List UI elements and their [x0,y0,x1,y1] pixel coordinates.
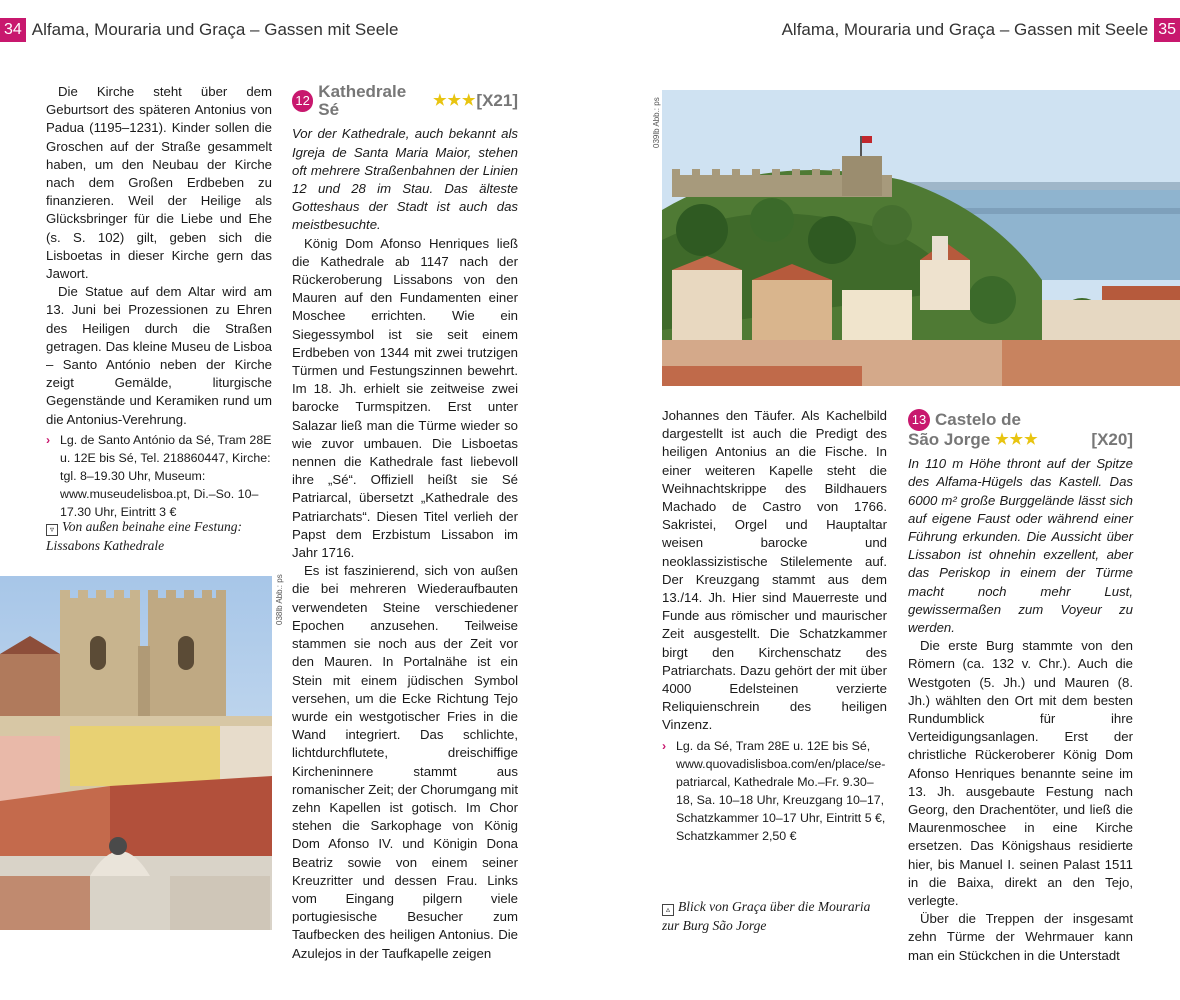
castle-illustration [662,90,1180,386]
map-grid-ref: [X21] [476,91,518,111]
paragraph: Die erste Burg stammte von den Römern (ca. 132 v. Chr.). Auch die Westgoten (5. Jh.) und Mauren (8. Jh.) wählten den Ort mit dem besten Rundumblick für ihre Verteidigungsanlagen. Erst der christliche Rückeroberer König Dom Afonso Henriques benannte seine im 13. Jh. ausgebaute Festung nach Georg, den Drachentöter, und ließ die Maurenmoschee in eine Kirche ersetzen. Das Königshaus residierte hier, bis Manuel I. seinen Palast 1511 in die Baixa, direkt an den Tejo, verlegte. [908,638,1133,909]
arrow-icon: › [46,432,51,447]
section-number-badge: 12 [292,90,313,112]
photo-caption: ▵ Blick von Graça über die Mouraria zur Burg São Jorge [662,899,871,933]
right-column-2 [908,409,1133,965]
rating-stars: ★★★ [995,431,1039,448]
cathedral-photo [0,576,272,930]
page-number: 34 [0,18,26,42]
caption-arrow-icon: ▿ [46,524,58,536]
lead-paragraph: Vor der Kathedrale, auch bekannt als Igreja de Santa Maria Maior, stehen oft mehrere Straßenbahnen der Linien 12 und 28 im Stau. Das älteste Gotteshaus der Stadt ist auch das meistbesuchte. [292,126,518,233]
right-page [590,0,1180,1000]
section-title-line1: Castelo de [935,409,1021,429]
paragraph: Über die Treppen der insgesamt zehn Türme der Wehrmauer kann man ein Stückchen in die Unterstadt [908,911,1133,963]
running-title: Alfama, Mouraria und Graça – Gassen mit Seele [781,20,1149,39]
page-number: 35 [1154,18,1180,42]
arrow-icon: › [662,738,667,753]
photo-credit: 039lb Abb.: ps [652,97,661,148]
right-column-1 [662,407,887,845]
info-block [46,431,272,521]
section-title-line2: São Jorge [908,430,991,449]
paragraph: Die Kirche steht über dem Geburtsort des späteren Antonius von Padua (1195–1231). Kinder sollen die Groschen auf der Straße gesammelt haben, um den Neubau der Kirche nach dem Großen Erdbeben zu finanzieren. Weil der Heilige als Glücksbringer für die Liebe und Ehe (s. S. 102) gilt, geben sich die Lisboetas in dieser Kirche gern das Jawort. [46,84,272,282]
left-column-1 [46,83,272,521]
paragraph: Es ist faszinierend, sich von außen die bei mehreren Wiederaufbauten verwendeten Steine verschiedener Epochen anzusehen. Teilweise stammen sie noch aus der Zeit vor den Mauren. In Portalnähe ist ein Stein mit einem jüdischen Symbol versehen, um die Ecke Richtung Tejo wurde ein westgotischer Fries in die Wand integriert. Das schlichte, lichtdurchflutete, dreischiffige Kircheninnere stammt aus romanischer Zeit; der Chorumgang mit zehn Kapellen ist gotisch. Im Chor stehen die Sarkophage von König Dom Afonso IV. und Königin Dona Beatriz sowie von einem seiner Kreuzritter und dessen Frau. Links vom Eingang pilgern viele portugiesische Besucher zum Taufbecken des heiligen Antonius. Die Azulejos in der Taufkapelle zeigen [292,563,518,961]
left-header [0,16,398,44]
paragraph: Johannes den Täufer. Als Kachelbild dargestellt ist auch die Predigt des heiligen Antonius an die Fische. In einer weiteren Kapelle steht die Weihnachtskrippe des Bildhauers Machado de Castro von 1766. Sakristei, Orgel und Hauptaltar weisen barocke und neoklassizistische Stilelemente auf. Der Kreuzgang stammt aus dem 13./14. Jh. Hier sind Mauerreste und Funde aus römischer und maurischer Zeit ausgestellt. Die Schatzkammer birgt den Kirchenschatz des Patriarchats. Dazu gehört der mit über 4000 Edelsteinen verzierte Reliquienschrein des heiligen Vinzenz. [662,408,887,733]
map-grid-ref: [X20] [1091,430,1133,449]
section-heading [908,409,1133,449]
running-title: Alfama, Mouraria und Graça – Gassen mit Seele [31,20,399,39]
castle-photo [662,90,1180,386]
caption-arrow-icon: ▵ [662,904,674,916]
paragraph: König Dom Afonso Henriques ließ die Kathedrale ab 1147 nach der Rückeroberung Lissabons von den Mauren auf den Fundamenten einer Moschee errichten. Wie ein Siegessymbol ist sie seit einem Erdbeben von 1344 mit zwei trutzigen Türmen und Festungszinnen bewehrt. Im 18. Jh. erhielt sie zeitweise zwei barocke Turmspitzen. Erst unter Salazar ließ man die Türme wieder so wie zuvor umbauen. Die Lisboetas nennen die Kathedrale fast liebevoll ihre „Sé“. Offiziell heißt sie Sé Patriarcal, übersetzt „Kathedrale des Patriarchats“. Diesen Titel verlieh der Papst dem Erzbistum Lissabon im Jahr 1716. [292,235,518,561]
rating-stars: ★★★ [433,92,477,110]
right-header [782,16,1180,44]
info-text: Lg. de Santo António da Sé, Tram 28E u. 12E bis Sé, Tel. 218860447, Kirche: tgl. 8–19.30 Uhr, Museum: www.museudelisboa.pt, Di.–So. 10–17.30 Uhr, Eintritt 3 € [60,432,272,519]
section-heading [292,83,518,119]
photo-caption: ▿ Von außen beinahe eine Festung: Lissabons Kathedrale [46,519,242,553]
photo-credit: 038lb Abb.: ps [275,574,284,625]
info-text: Lg. da Sé, Tram 28E u. 12E bis Sé, www.quovadislisboa.com/en/place/se-patriarcal, Kathedrale Mo.–Fr. 9.30–18, Sa. 10–18 Uhr, Kreuzgang 10–17, Schatzkammer 10–17 Uhr, Eintritt 5 €, Schatzkammer 2,50 € [676,738,886,843]
left-column-2 [292,83,518,963]
lead-paragraph: In 110 m Höhe thront auf der Spitze des Alfama-Hügels das Kastell. Das 6000 m² große Burggelände lässt sich auf eigene Faust oder während einer Führung erkunden. Die Aussicht über Lissabon ist ohnehin exzellent, aber das Periskop in einem der Türme macht noch mehr Lust, gewissermaßen zum Voyeur zu werden. [908,456,1133,636]
cathedral-illustration [0,576,272,930]
section-number-badge: 13 [908,409,930,431]
info-block [662,737,887,845]
section-title: Kathedrale Sé [318,82,407,120]
paragraph: Die Statue auf dem Altar wird am 13. Juni bei Prozessionen zu Ehren des Heiligen durch die Straßen getragen. Das kleine Museu de Lisboa – Santo António neben der Kirche zeigt Gemälde, liturgische Gegenstände und Keramiken rund um die Antonius-Verehrung. [46,284,272,427]
